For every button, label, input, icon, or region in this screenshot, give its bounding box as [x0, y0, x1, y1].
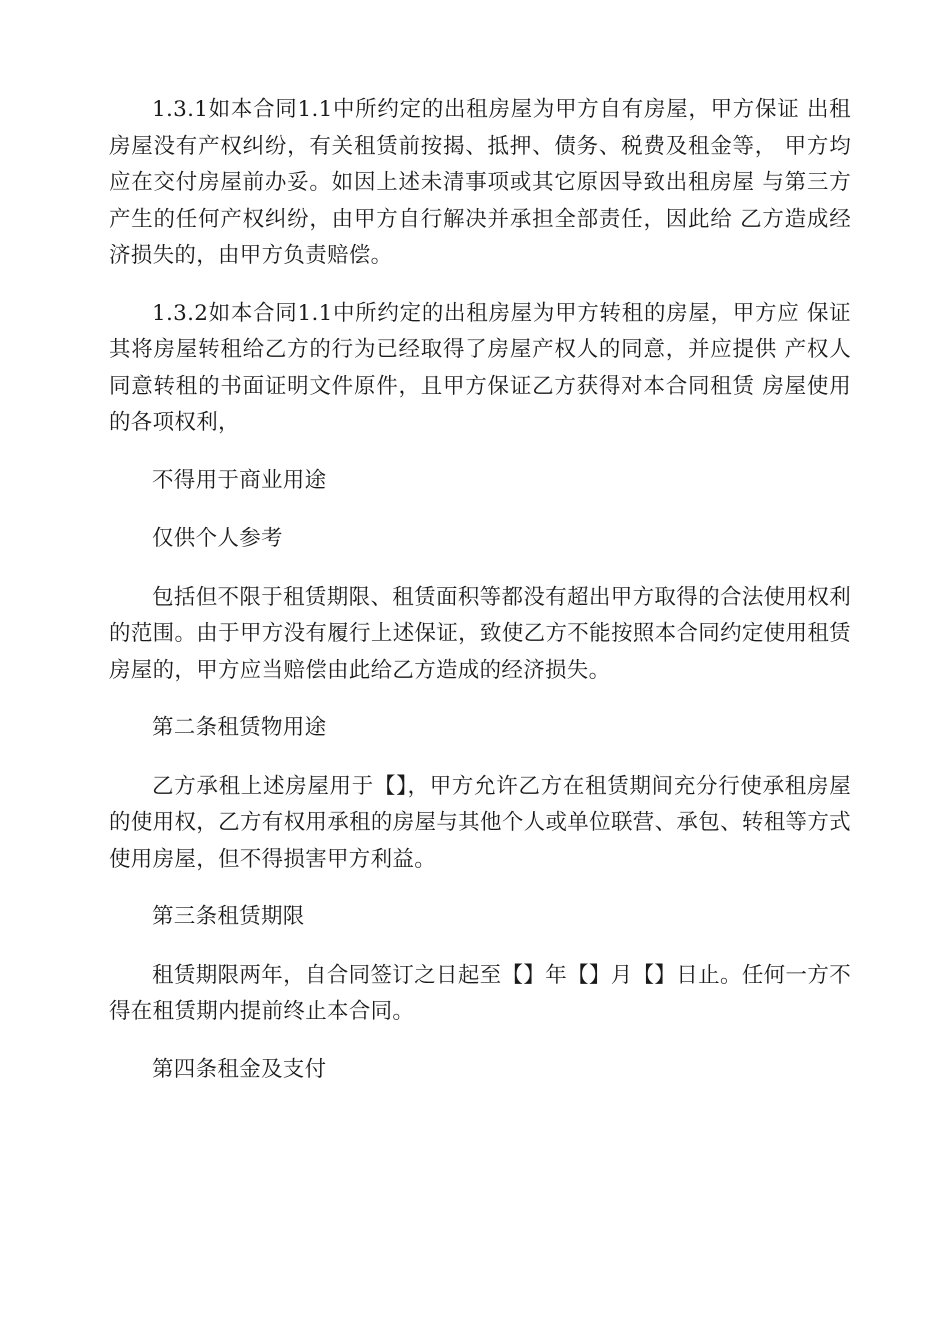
- clause-1-3-1-paragraph: 1.3.1如本合同1.1中所约定的出租房屋为甲方自有房屋，甲方保证 出租房屋没有产权纠纷，有关租赁前按揭、抵押、债务、税费及租金等， 甲方均应在交付房屋前办妥。如因上述未清事项或其它原因导致出租房屋 与第三方产生的任何产权纠纷，由甲方自行解决并承担全部责任，因此给 乙方造成经济损失的，由甲方负责赔偿。: [109, 97, 851, 268]
- article-2-heading: 第二条租赁物用途: [152, 715, 327, 740]
- article-3-heading: 第三条租赁期限: [152, 904, 305, 929]
- watermark-note-personal: 仅供个人参考: [152, 526, 283, 551]
- document-page: [109, 92, 851, 1110]
- usage-rights-paragraph: 包括但不限于租赁期限、租赁面积等都没有超出甲方取得的合法使用权利的范围。由于甲方没有履行上述保证，致使乙方不能按照本合同约定使用租赁房屋的，甲方应当赔偿由此给乙方造成的经济损失。: [109, 584, 851, 683]
- article-4-heading: 第四条租金及支付: [152, 1056, 327, 1082]
- article-2-body: 乙方承租上述房屋用于【】，甲方允许乙方在租赁期间充分行使承租房屋的使用权，乙方有权用承租的房屋与其他个人或单位联营、承包、转租等方式使用房屋，但不得损害甲方利益。: [109, 773, 851, 872]
- watermark-note-commercial: 不得用于商业用途: [152, 467, 327, 493]
- clause-1-3-2-paragraph: 1.3.2如本合同1.1中所约定的出租房屋为甲方转租的房屋，甲方应 保证其将房屋转租给乙方的行为已经取得了房屋产权人的同意，并应提供 产权人同意转租的书面证明文件原件，且甲方保证乙方获得对本合同租赁 房屋使用的各项权利，: [109, 300, 851, 435]
- article-3-body: 租赁期限两年，自合同签订之日起至【】年【】月【】日止。任何一方不得在租赁期内提前终止本合同。: [109, 962, 851, 1024]
